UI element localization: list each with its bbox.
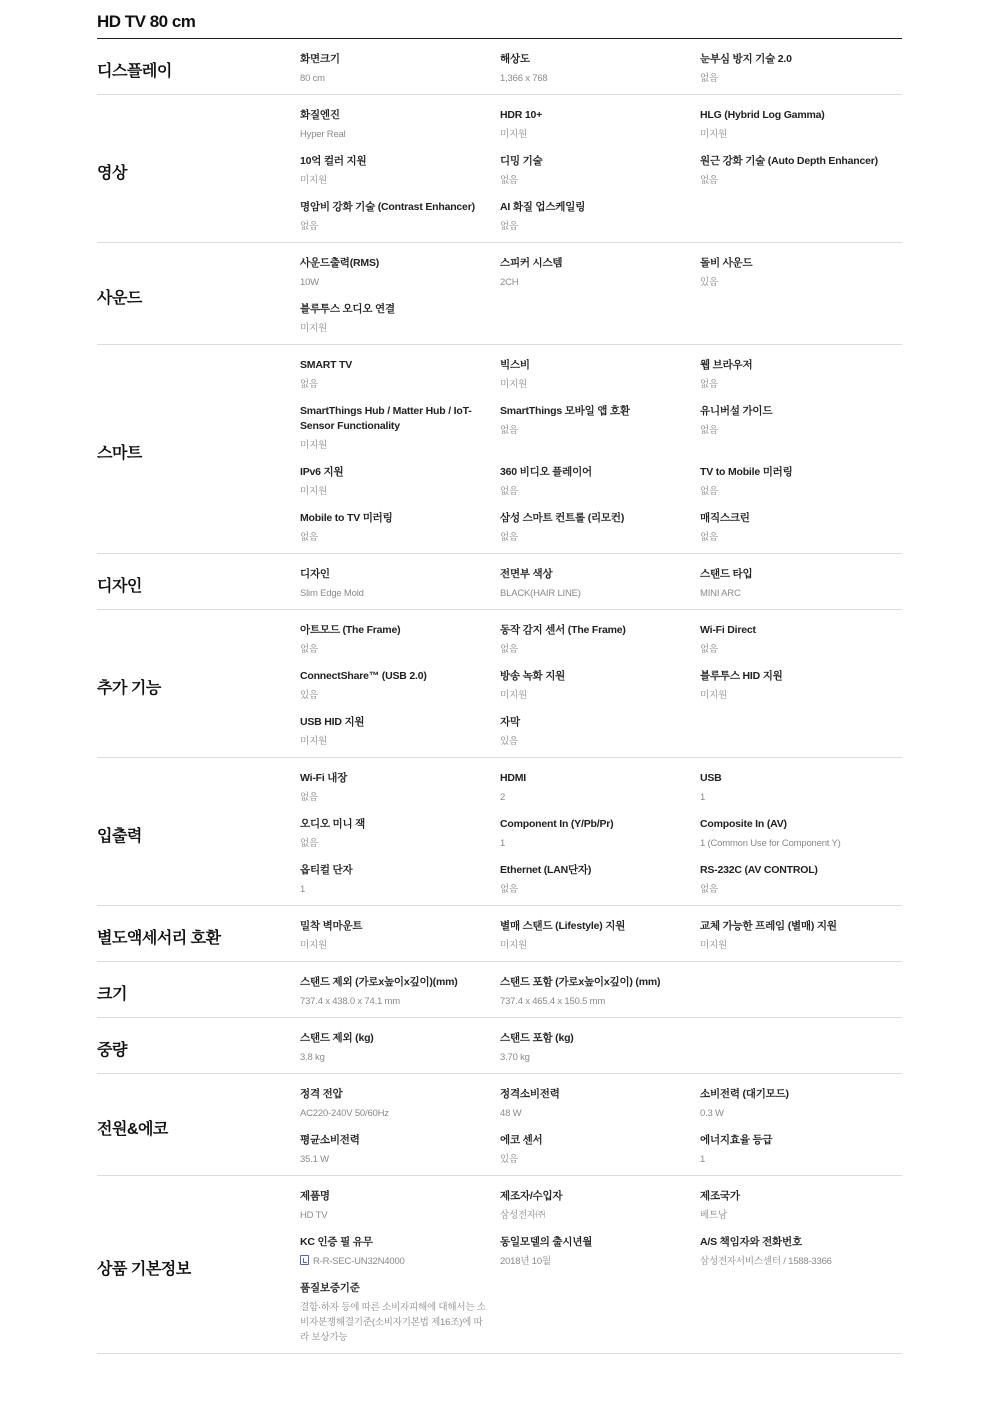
- spec-label: USB HID 지원: [300, 716, 365, 728]
- spec-item: [500, 975, 700, 1009]
- spec-value: 1: [700, 1154, 706, 1165]
- spec-item: [300, 256, 500, 290]
- spec-label: 삼성 스마트 컨트롤 (리모컨): [500, 512, 625, 524]
- spec-label: 빅스비: [500, 359, 530, 371]
- spec-value: 삼성전자㈜: [500, 1210, 546, 1221]
- spec-item: [700, 108, 902, 142]
- spec-label: 동일모델의 출시년월: [500, 1236, 593, 1248]
- section-title: 중량: [97, 1041, 127, 1059]
- spec-grid: [300, 1189, 902, 1345]
- spec-value: 1 (Common Use for Component Y): [700, 838, 841, 849]
- spec-label: 돌비 사운드: [700, 257, 753, 269]
- spec-item: [500, 623, 700, 657]
- spec-label: 스피커 시스템: [500, 257, 563, 269]
- spec-value: 없음: [500, 884, 518, 895]
- spec-item: [500, 1235, 700, 1269]
- spec-section: [97, 610, 902, 758]
- spec-item: [500, 52, 700, 86]
- spec-value: 1: [300, 884, 306, 895]
- spec-label: Wi-Fi 내장: [300, 772, 348, 784]
- spec-grid: [300, 919, 902, 953]
- spec-label: 명암비 강화 기술 (Contrast Enhancer): [300, 201, 475, 213]
- spec-label: 스탠드 제외 (가로x높이x깊이)(mm): [300, 976, 458, 988]
- spec-item: [700, 1235, 902, 1269]
- spec-value: AC220-240V 50/60Hz: [300, 1108, 389, 1119]
- spec-grid: [300, 256, 902, 336]
- spec-value: [300, 1254, 486, 1269]
- spec-item: [300, 567, 500, 601]
- spec-value: HD TV: [300, 1210, 328, 1221]
- spec-label: 교체 가능한 프레임 (별매) 지원: [700, 920, 837, 932]
- spec-grid: [300, 1031, 902, 1065]
- spec-value: 없음: [500, 425, 518, 436]
- spec-label: 눈부심 방지 기술 2.0: [700, 53, 792, 65]
- spec-item: [300, 669, 500, 703]
- spec-item: [500, 256, 700, 290]
- spec-value: 없음: [300, 532, 318, 543]
- spec-section: [97, 906, 902, 962]
- spec-value: 737.4 x 438.0 x 74.1 mm: [300, 996, 400, 1007]
- spec-section: [97, 962, 902, 1018]
- spec-item: [500, 1133, 700, 1167]
- spec-item: [500, 1189, 700, 1223]
- spec-label: 옵티컬 단자: [300, 864, 353, 876]
- spec-item: [500, 669, 700, 703]
- spec-value: 없음: [300, 644, 318, 655]
- spec-label: 화질엔진: [300, 109, 340, 121]
- spec-value: 미지원: [500, 129, 527, 140]
- spec-label: 평균소비전력: [300, 1134, 360, 1146]
- spec-sections: [97, 39, 902, 1354]
- spec-value: 있음: [500, 1154, 518, 1165]
- spec-label: Mobile to TV 미러링: [300, 512, 393, 524]
- spec-item: [500, 358, 700, 392]
- section-title: 영상: [97, 164, 127, 182]
- spec-item: [700, 567, 902, 601]
- spec-value: 있음: [300, 690, 318, 701]
- spec-item: [700, 404, 902, 453]
- spec-label: 웹 브라우저: [700, 359, 753, 371]
- spec-label: 화면크기: [300, 53, 340, 65]
- spec-item: [300, 919, 500, 953]
- spec-value: 베트남: [700, 1210, 727, 1221]
- spec-label: 블루투스 오디오 연결: [300, 303, 395, 315]
- spec-value: MINI ARC: [700, 588, 741, 599]
- spec-item: [300, 200, 500, 234]
- spec-label: HDMI: [500, 772, 527, 784]
- spec-value: 미지원: [700, 940, 727, 951]
- section-title: 추가 기능: [97, 679, 161, 697]
- spec-grid: [300, 975, 902, 1009]
- spec-item: [300, 1087, 500, 1121]
- spec-item: [300, 1189, 500, 1223]
- spec-item: [700, 154, 902, 188]
- spec-grid: [300, 771, 902, 897]
- spec-grid: [300, 52, 902, 86]
- spec-label: 동작 감지 센서 (The Frame): [500, 624, 626, 636]
- spec-section: [97, 243, 902, 345]
- spec-label: 아트모드 (The Frame): [300, 624, 401, 636]
- spec-item: [500, 465, 700, 499]
- spec-label: 유니버설 가이드: [700, 405, 773, 417]
- spec-item: [300, 465, 500, 499]
- spec-label: IPv6 지원: [300, 466, 344, 478]
- spec-section: [97, 554, 902, 610]
- spec-value: 없음: [500, 486, 518, 497]
- spec-label: Wi-Fi Direct: [700, 624, 756, 636]
- spec-item: [500, 511, 700, 545]
- spec-label: 제품명: [300, 1190, 330, 1202]
- spec-item: [300, 817, 500, 851]
- spec-item: [700, 1189, 902, 1223]
- spec-section: [97, 1074, 902, 1176]
- spec-label: KC 인증 필 유무: [300, 1236, 373, 1248]
- spec-label: Composite In (AV): [700, 818, 787, 830]
- spec-item: [300, 404, 500, 453]
- spec-item: [500, 817, 700, 851]
- spec-item: [700, 1133, 902, 1167]
- spec-item: [500, 771, 700, 805]
- section-title: 크기: [97, 985, 127, 1003]
- spec-label: 사운드출력(RMS): [300, 257, 380, 269]
- spec-value: 미지원: [700, 129, 727, 140]
- spec-value: 80 cm: [300, 73, 325, 84]
- spec-label: 스탠드 제외 (kg): [300, 1032, 374, 1044]
- spec-section: [97, 39, 902, 95]
- spec-label: 품질보증기준: [300, 1282, 360, 1294]
- spec-label: 에너지효율 등급: [700, 1134, 773, 1146]
- spec-label: HLG (Hybrid Log Gamma): [700, 109, 825, 121]
- spec-item: [700, 1087, 902, 1121]
- spec-item: [300, 771, 500, 805]
- spec-item: [500, 715, 700, 749]
- spec-item: [500, 154, 700, 188]
- spec-value: 있음: [500, 736, 518, 747]
- spec-value: 결함·하자 등에 따른 소비자피해에 대해서는 소비자분쟁해결기준(소비자기본법 제16조)에 따라 보상가능: [300, 1302, 486, 1343]
- spec-value: 없음: [700, 486, 718, 497]
- spec-value: 없음: [500, 532, 518, 543]
- spec-value: 미지원: [500, 379, 527, 390]
- spec-item: [700, 817, 902, 851]
- spec-item: [500, 863, 700, 897]
- spec-section: [97, 95, 902, 243]
- spec-item: [700, 52, 902, 86]
- page-title: HD TV 80 cm: [97, 10, 902, 39]
- spec-value: 있음: [700, 277, 718, 288]
- spec-label: 블루투스 HID 지원: [700, 670, 783, 682]
- spec-item: [700, 919, 902, 953]
- section-title: 디스플레이: [97, 62, 172, 80]
- spec-value: 없음: [700, 73, 718, 84]
- spec-item: [300, 1235, 500, 1269]
- spec-item: [500, 200, 700, 234]
- spec-value: 없음: [500, 644, 518, 655]
- spec-section: [97, 1018, 902, 1074]
- spec-value: 없음: [500, 221, 518, 232]
- spec-label: 디자인: [300, 568, 330, 580]
- spec-value: 없음: [700, 884, 718, 895]
- spec-label: Ethernet (LAN단자): [500, 864, 592, 876]
- section-title: 사운드: [97, 289, 142, 307]
- spec-value: 미지원: [300, 940, 327, 951]
- spec-item: [700, 863, 902, 897]
- spec-label: RS-232C (AV CONTROL): [700, 864, 818, 876]
- spec-item: [500, 919, 700, 953]
- spec-label: 원근 강화 기술 (Auto Depth Enhancer): [700, 155, 878, 167]
- spec-label: TV to Mobile 미러링: [700, 466, 793, 478]
- spec-value: 3.8 kg: [300, 1052, 325, 1063]
- spec-value: 없음: [300, 838, 318, 849]
- spec-value: 미지원: [300, 175, 327, 186]
- spec-label: 소비전력 (대기모드): [700, 1088, 789, 1100]
- spec-value: 미지원: [300, 440, 327, 451]
- spec-label: 스탠드 포함 (가로x높이x깊이) (mm): [500, 976, 661, 988]
- spec-label: HDR 10+: [500, 109, 543, 121]
- spec-label: SmartThings Hub / Matter Hub / IoT-Sensor Functionality: [300, 405, 472, 432]
- spec-label: 오디오 미니 잭: [300, 818, 366, 830]
- spec-value: 없음: [300, 792, 318, 803]
- spec-item: [300, 1133, 500, 1167]
- kc-certification-icon: [300, 1255, 309, 1265]
- spec-item: [300, 511, 500, 545]
- spec-item: [700, 623, 902, 657]
- spec-section: [97, 345, 902, 554]
- spec-value: 미지원: [500, 690, 527, 701]
- spec-value: 미지원: [300, 736, 327, 747]
- spec-label: 밀착 벽마운트: [300, 920, 363, 932]
- spec-page: [97, 0, 902, 1354]
- spec-item: [300, 52, 500, 86]
- spec-label: 10억 컬러 지원: [300, 155, 367, 167]
- spec-value: 없음: [700, 379, 718, 390]
- spec-label: AI 화질 업스케일링: [500, 201, 586, 213]
- spec-label: 스탠드 타입: [700, 568, 753, 580]
- spec-item: [700, 511, 902, 545]
- spec-value-text: R-R-SEC-UN32N4000: [313, 1256, 405, 1267]
- spec-item: [500, 1031, 700, 1065]
- spec-value: 미지원: [300, 486, 327, 497]
- spec-item: [300, 975, 500, 1009]
- spec-label: 정격 전압: [300, 1088, 343, 1100]
- spec-label: USB: [700, 772, 722, 784]
- spec-value: 삼성전자서비스센터 / 1588-3366: [700, 1256, 832, 1267]
- spec-label: ConnectShare™ (USB 2.0): [300, 670, 427, 682]
- spec-value: 10W: [300, 277, 319, 288]
- spec-label: 별매 스탠드 (Lifestyle) 지원: [500, 920, 626, 932]
- spec-value: 미지원: [500, 940, 527, 951]
- spec-item: [700, 358, 902, 392]
- spec-value: 1,366 x 768: [500, 73, 548, 84]
- spec-item: [700, 771, 902, 805]
- spec-grid: [300, 108, 902, 234]
- spec-item: [300, 1031, 500, 1065]
- spec-item: [300, 302, 500, 336]
- section-title: 입출력: [97, 827, 142, 845]
- spec-label: 방송 녹화 지원: [500, 670, 566, 682]
- spec-label: 제조국가: [700, 1190, 740, 1202]
- spec-value: 35.1 W: [300, 1154, 329, 1165]
- section-title: 디자인: [97, 577, 142, 595]
- spec-label: 매직스크린: [700, 512, 750, 524]
- spec-item: [300, 1281, 500, 1345]
- spec-value: 없음: [700, 425, 718, 436]
- spec-item: [500, 108, 700, 142]
- spec-item: [300, 154, 500, 188]
- spec-value: 없음: [700, 532, 718, 543]
- section-title: 스마트: [97, 445, 142, 462]
- spec-label: 스탠드 포함 (kg): [500, 1032, 574, 1044]
- spec-item: [300, 358, 500, 392]
- spec-value: 없음: [700, 644, 718, 655]
- spec-label: 360 비디오 플레이어: [500, 466, 592, 478]
- spec-item: [700, 465, 902, 499]
- spec-label: 디밍 기술: [500, 155, 543, 167]
- spec-section: [97, 1176, 902, 1354]
- spec-value: 없음: [500, 175, 518, 186]
- spec-label: A/S 책임자와 전화번호: [700, 1236, 802, 1248]
- spec-item: [500, 1087, 700, 1121]
- spec-value: 미지원: [300, 323, 327, 334]
- spec-label: 정격소비전력: [500, 1088, 560, 1100]
- spec-item: [500, 567, 700, 601]
- spec-label: 에코 센서: [500, 1134, 543, 1146]
- spec-value: 3.70 kg: [500, 1052, 530, 1063]
- spec-label: 제조자/수입자: [500, 1190, 563, 1202]
- spec-value: 48 W: [500, 1108, 522, 1119]
- spec-label: 해상도: [500, 53, 530, 65]
- spec-value: 1: [500, 838, 506, 849]
- spec-item: [700, 669, 902, 703]
- spec-value: 없음: [300, 221, 318, 232]
- spec-item: [700, 256, 902, 290]
- spec-item: [300, 863, 500, 897]
- spec-item: [300, 715, 500, 749]
- section-title: 전원&에코: [97, 1120, 168, 1138]
- spec-value: 2CH: [500, 277, 519, 288]
- spec-value: BLACK(HAIR LINE): [500, 588, 581, 599]
- spec-value: 없음: [300, 379, 318, 390]
- spec-item: [300, 108, 500, 142]
- spec-grid: [300, 1087, 902, 1167]
- spec-item: [300, 623, 500, 657]
- spec-value: 0.3 W: [700, 1108, 724, 1119]
- spec-grid: [300, 358, 902, 545]
- spec-grid: [300, 623, 902, 749]
- spec-value: 없음: [700, 175, 718, 186]
- spec-section: [97, 758, 902, 906]
- spec-value: Slim Edge Mold: [300, 588, 364, 599]
- spec-label: 전면부 색상: [500, 568, 553, 580]
- spec-value: 미지원: [700, 690, 727, 701]
- spec-label: 자막: [500, 716, 520, 728]
- spec-value: 2018년 10월: [500, 1256, 551, 1267]
- spec-grid: [300, 567, 902, 601]
- spec-label: Component In (Y/Pb/Pr): [500, 818, 614, 830]
- section-title: 상품 기본정보: [97, 1260, 191, 1278]
- section-title: 별도액세서리 호환: [97, 929, 221, 947]
- spec-value: 2: [500, 792, 506, 803]
- spec-value: Hyper Real: [300, 129, 346, 140]
- spec-value: 737.4 x 465.4 x 150.5 mm: [500, 996, 606, 1007]
- spec-item: [500, 404, 700, 453]
- spec-label: SmartThings 모바일 앱 호환: [500, 405, 630, 417]
- spec-label: SMART TV: [300, 359, 353, 371]
- spec-value: 1: [700, 792, 706, 803]
